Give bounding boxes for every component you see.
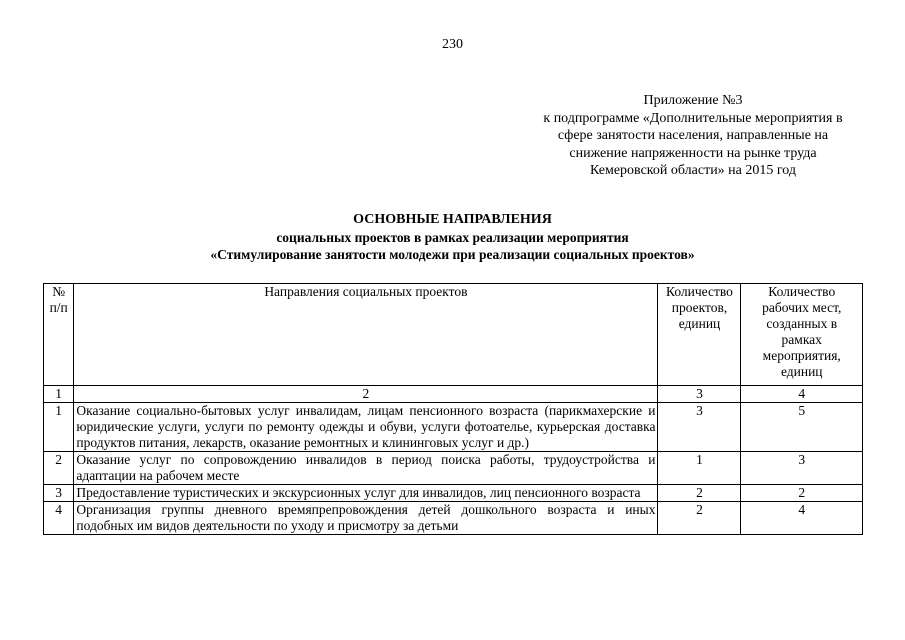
- header-num: [44, 284, 74, 386]
- row-num: 4: [44, 502, 74, 535]
- row-jobs: 4: [741, 502, 863, 535]
- appendix-line: сфере занятости населения, направленные на: [557, 128, 829, 143]
- title-line-1: ОСНОВНЫЕ НАПРАВЛЕНИЯ: [353, 212, 552, 227]
- header-jobs: [741, 284, 863, 386]
- header-jobs-line: Количество: [768, 284, 836, 299]
- row-jobs: 3: [741, 452, 863, 485]
- appendix-line: Приложение №3: [643, 93, 743, 108]
- column-number: 2: [74, 386, 658, 403]
- row-projects: 2: [658, 502, 741, 535]
- row-num: 3: [44, 485, 74, 502]
- table-row: [44, 403, 863, 452]
- document-title: [0, 211, 905, 264]
- table-row: [44, 452, 863, 485]
- table-row: [44, 485, 863, 502]
- row-direction: Организация группы дневного времяпрепровождения детей дошкольного возраста и иных подобных им видов деятельности по уходу и присмотру за детьми: [74, 502, 658, 535]
- header-direction: Направления социальных проектов: [74, 284, 658, 386]
- appendix-line: к подпрограмме «Дополнительные мероприятия в: [543, 110, 843, 126]
- page-number: 230: [442, 37, 463, 52]
- row-num: 2: [44, 452, 74, 485]
- appendix-line: Кемеровской области» на 2015 год: [589, 163, 797, 178]
- column-number: 4: [741, 386, 863, 403]
- header-projects-line: единиц: [678, 316, 721, 331]
- row-num: 1: [44, 403, 74, 452]
- table-row: [44, 502, 863, 535]
- row-jobs: 5: [741, 403, 863, 452]
- title-line-2: социальных проектов в рамках реализации мероприятия: [276, 229, 629, 245]
- header-num-line: п/п: [49, 300, 68, 315]
- row-projects: 2: [658, 485, 741, 502]
- header-jobs-line: единиц: [780, 364, 823, 379]
- column-number: 3: [658, 386, 741, 403]
- title-line-3: «Стимулирование занятости молодежи при реализации социальных проектов»: [210, 247, 695, 262]
- row-projects: 3: [658, 403, 741, 452]
- header-jobs-line: мероприятия,: [762, 348, 841, 363]
- appendix-line: снижение напряженности на рынке труда: [569, 145, 817, 161]
- header-jobs-line: созданных в: [766, 316, 838, 331]
- header-jobs-line: рамках: [781, 332, 822, 347]
- table-header-row: [44, 284, 863, 386]
- row-projects: 1: [658, 452, 741, 485]
- column-number: 1: [44, 386, 74, 403]
- column-numbering-row: [44, 386, 863, 403]
- header-projects: [658, 284, 741, 386]
- header-num-line: №: [52, 284, 66, 299]
- projects-table: [43, 283, 863, 535]
- row-jobs: 2: [741, 485, 863, 502]
- row-direction: Оказание услуг по сопровождению инвалидов в период поиска работы, трудоустройства и адаптации на рабочем месте: [74, 452, 658, 485]
- appendix-note: [533, 92, 853, 180]
- row-direction: Предоставление туристических и экскурсионных услуг для инвалидов, лиц пенсионного возраста: [74, 485, 658, 502]
- header-jobs-line: рабочих мест,: [762, 300, 842, 315]
- header-projects-line: проектов,: [671, 300, 728, 315]
- header-projects-line: Количество: [666, 284, 733, 299]
- row-direction: Оказание социально-бытовых услуг инвалидам, лицам пенсионного возраста (парикмахерские и юридические услуги, услуги по ремонту одежды и обуви, услуги фотоателье, курьерская доставка продуктов питания, лекарств, оказание ремонтных и клининговых услуг и др.): [74, 403, 658, 452]
